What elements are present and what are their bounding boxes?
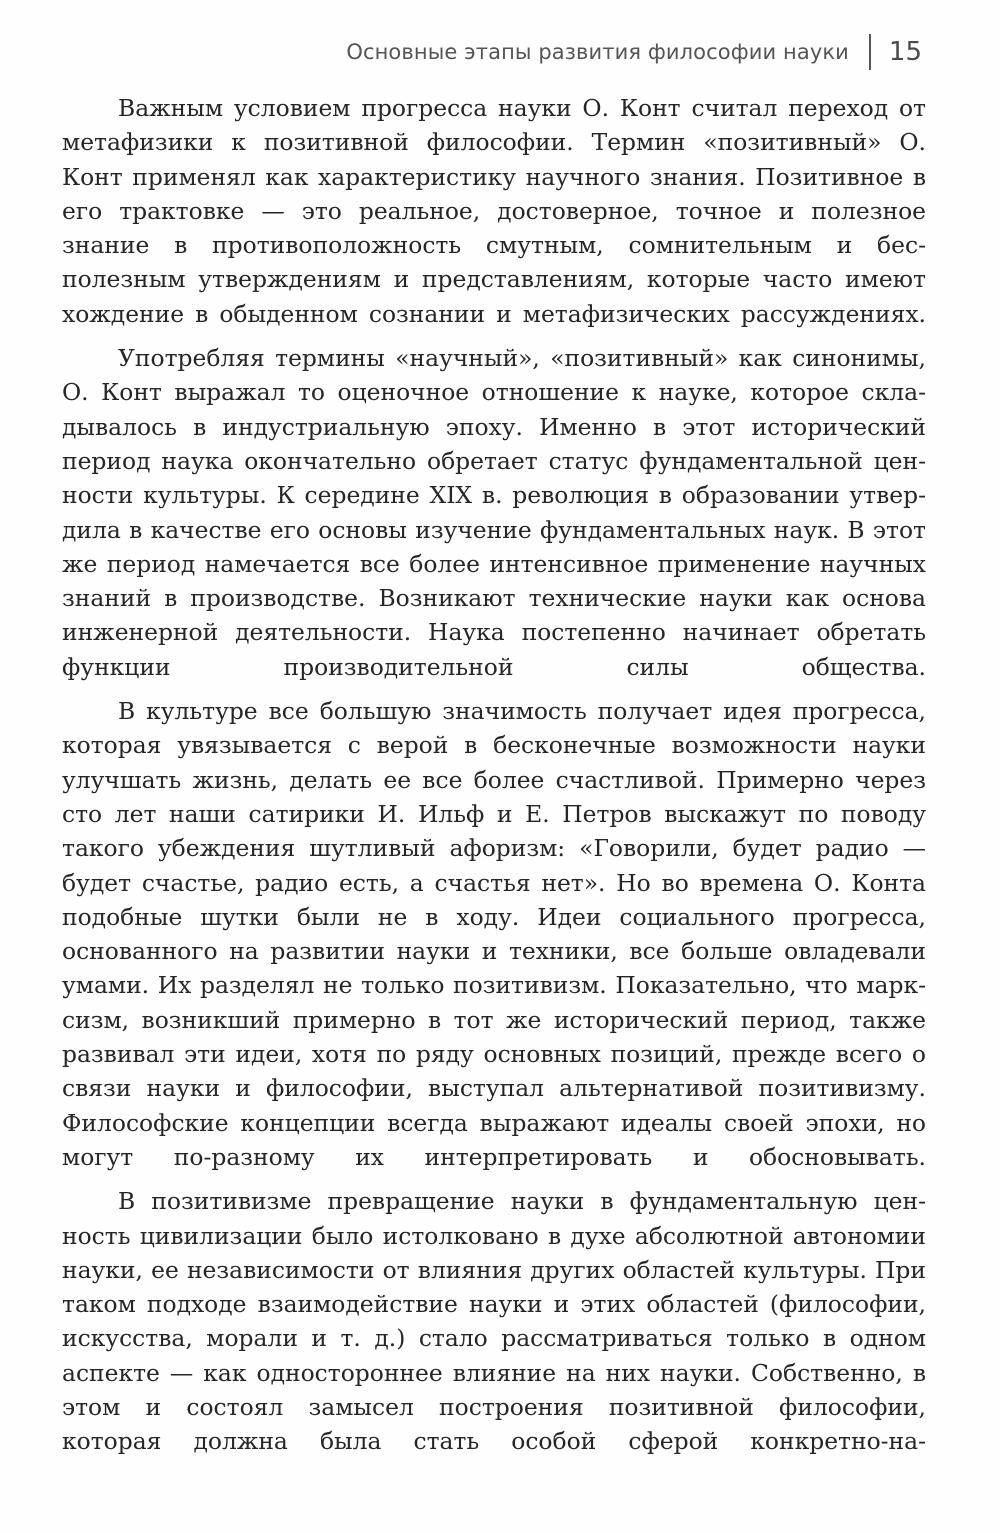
header-divider <box>869 34 871 70</box>
running-title: Основные этапы развития философии науки <box>346 40 849 64</box>
paragraph: Употребляя термины «научный», «позитивный» как синонимы, О. Конт выражал то оценочное отношение к науке, которое складывалось в индустриальную эпоху. Именно в этот исторический период наука окончательно обретает статус фундаментальной ценности культуры. К середине XIX в. революция в образовании утвердила в качестве его основы изучение фундаментальных наук. В этот же период намечается все более интенсивное применение научных знаний в производстве. Возникают технические науки как основа инженерной деятельности. Наука постепенно начинает обретать функции производительной силы общества. <box>62 344 926 681</box>
body-text <box>62 91 926 1469</box>
paragraph: Важным условием прогресса науки О. Конт считал переход от метафизики к позитивной философии. Термин «позитивный» О. Конт применял как характеристику научного знания. Позитивное в его трактовке — это реальное, достоверное, точное и полезное знание в противоположность смутным, сомнительным и бесполезным утверждениям и представлениям, которые часто имеют хождение в обыденном сознании и метафизических рассуждениях. <box>62 94 926 328</box>
paragraph: В позитивизме превращение науки в фундаментальную ценность цивилизации было истолковано в духе абсолютной автономии науки, ее независимости от влияния других областей культуры. При таком подходе взаимодействие науки и этих областей (философии, искусства, морали и т. д.) стало рассматриваться только в одном аспекте — как одностороннее влияние на них науки. Собственно, в этом и состоял замысел построения позитивной философии, которая должна была стать особой сферой конкретно-на- <box>62 1187 926 1456</box>
page-number: 15 <box>888 37 922 67</box>
running-head <box>346 32 922 72</box>
paragraph: В культуре все большую значимость получает идея прогресса, которая увязывается с верой в бесконечные возможности науки улучшать жизнь, делать ее все более счастливой. Примерно через сто лет наши сатирики И. Ильф и Е. Петров выскажут по поводу такого убеждения шутливый афоризм: «Говорили, будет радио — будет счастье, радио есть, а счастья нет». Но во времена О. Конта подобные шутки были не в ходу. Идеи социального прогресса, основанного на развитии науки и техники, все больше овладевали умами. Их разделял не только позитивизм. Показательно, что марксизм, возникший примерно в тот же исторический период, также развивал эти идеи, хотя по ряду основных позиций, прежде всего о связи науки и философии, выступал альтернативой позитивизму. Философские концепции всегда выражают идеалы своей эпохи, но могут по-разному их интерпретировать и обосновывать. <box>62 697 926 1171</box>
